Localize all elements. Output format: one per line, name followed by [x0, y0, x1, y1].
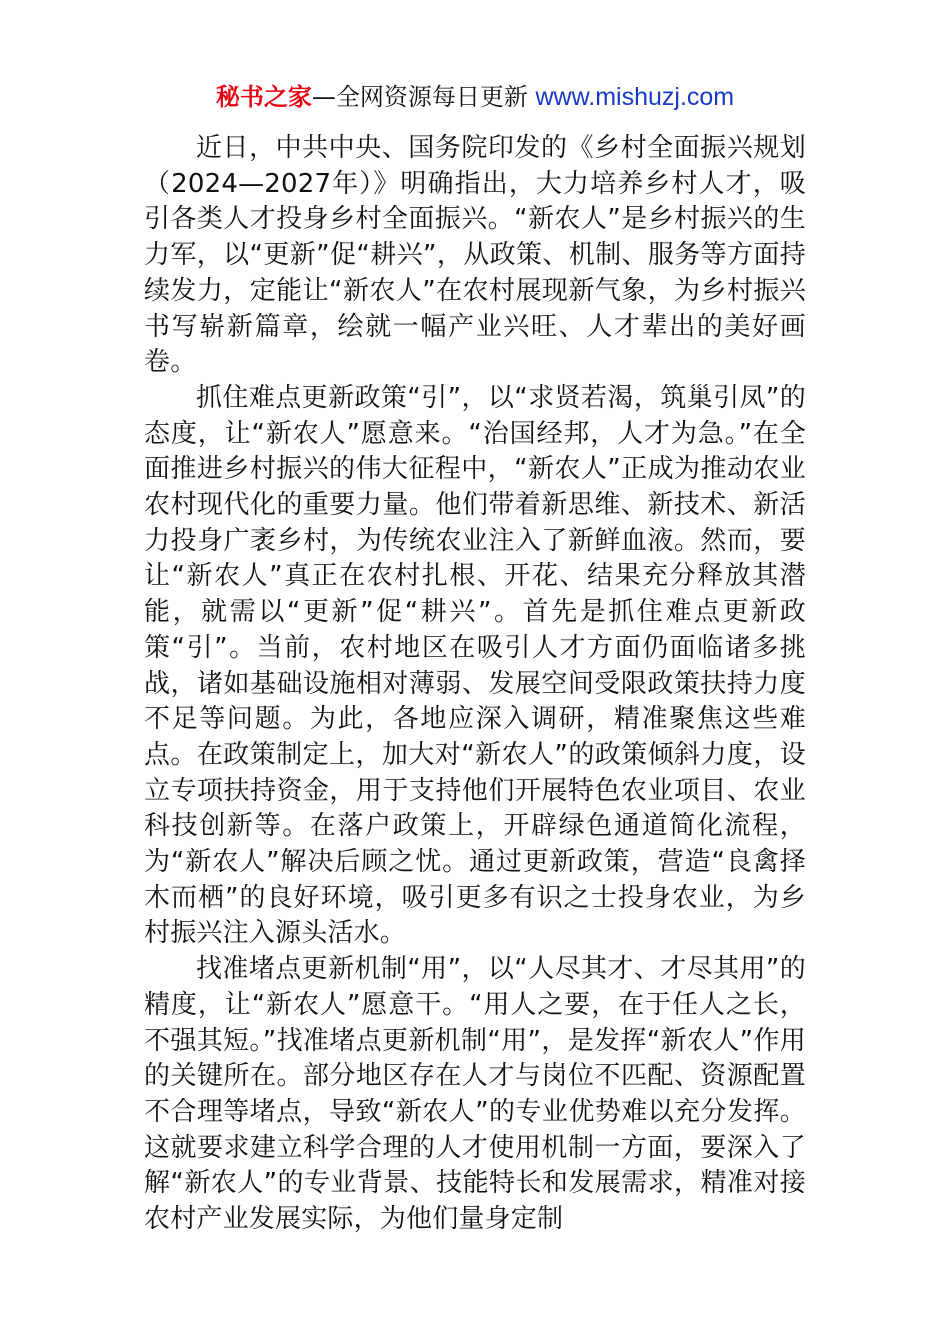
site-brand: 秘书之家 [215, 83, 312, 111]
paragraph-policy: 抓住难点更新政策“引”，以“求贤若渴，筑巢引凤”的态度，让“新农人”愿意来。“治国经邦，人才为急。”在全面推进乡村振兴的伟大征程中，“新农人”正成为推动农业农村现代化的重要力量。他们带着新思维、新技术、新活力投身广袤乡村，为传统农业注入了新鲜血液。然而，要让“新农人”真正在农村扎根、开花、结果充分释放其潜能，就需以“更新”促“耕兴”。首先是抓住难点更新政策“引”。当前，农村地区在吸引人才方面仍面临诸多挑战，诸如基础设施相对薄弱、发展空间受限政策扶持力度不足等问题。为此，各地应深入调研，精准聚焦这些难点。在政策制定上，加大对“新农人”的政策倾斜力度，设立专项扶持资金，用于支持他们开展特色农业项目、农业科技创新等。在落户政策上，开辟绿色通道简化流程，为“新农人”解决后顾之忧。通过更新政策，营造“良禽择木而栖”的良好环境，吸引更多有识之士投身农业，为乡村振兴注入源头活水。 [144, 382, 806, 949]
site-url-link[interactable]: www.mishuzj.com [535, 83, 735, 111]
paragraph-intro: 近日，中共中央、国务院印发的《乡村全面振兴规划（2024—2027年）》明确指出，大力培养乡村人才，吸引各类人才投身乡村全面振兴。“新农人”是乡村振兴的生力军，以“更新”促“耕兴”，从政策、机制、服务等方面持续发力，定能让“新农人”在农村展现新气象，为乡村振兴书写崭新篇章，绘就一幅产业兴旺、人才辈出的美好画卷。 [144, 133, 806, 378]
site-tagline: —全网资源每日更新 [311, 83, 536, 111]
paragraph-mechanism: 找准堵点更新机制“用”，以“人尽其才、才尽其用”的精度，让“新农人”愿意干。“用人之要，在于任人之长，不强其短。”找准堵点更新机制“用”，是发挥“新农人”作用的关键所在。部分地区存在人才与岗位不匹配、资源配置不合理等堵点，导致“新农人”的专业优势难以充分发挥。这就要求建立科学合理的人才使用机制一方面，要深入了解“新农人”的专业背景、技能特长和发展需求，精准对接农村产业发展实际，为他们量身定制 [144, 954, 806, 1235]
site-header [0, 82, 950, 112]
article-body [144, 131, 806, 1238]
